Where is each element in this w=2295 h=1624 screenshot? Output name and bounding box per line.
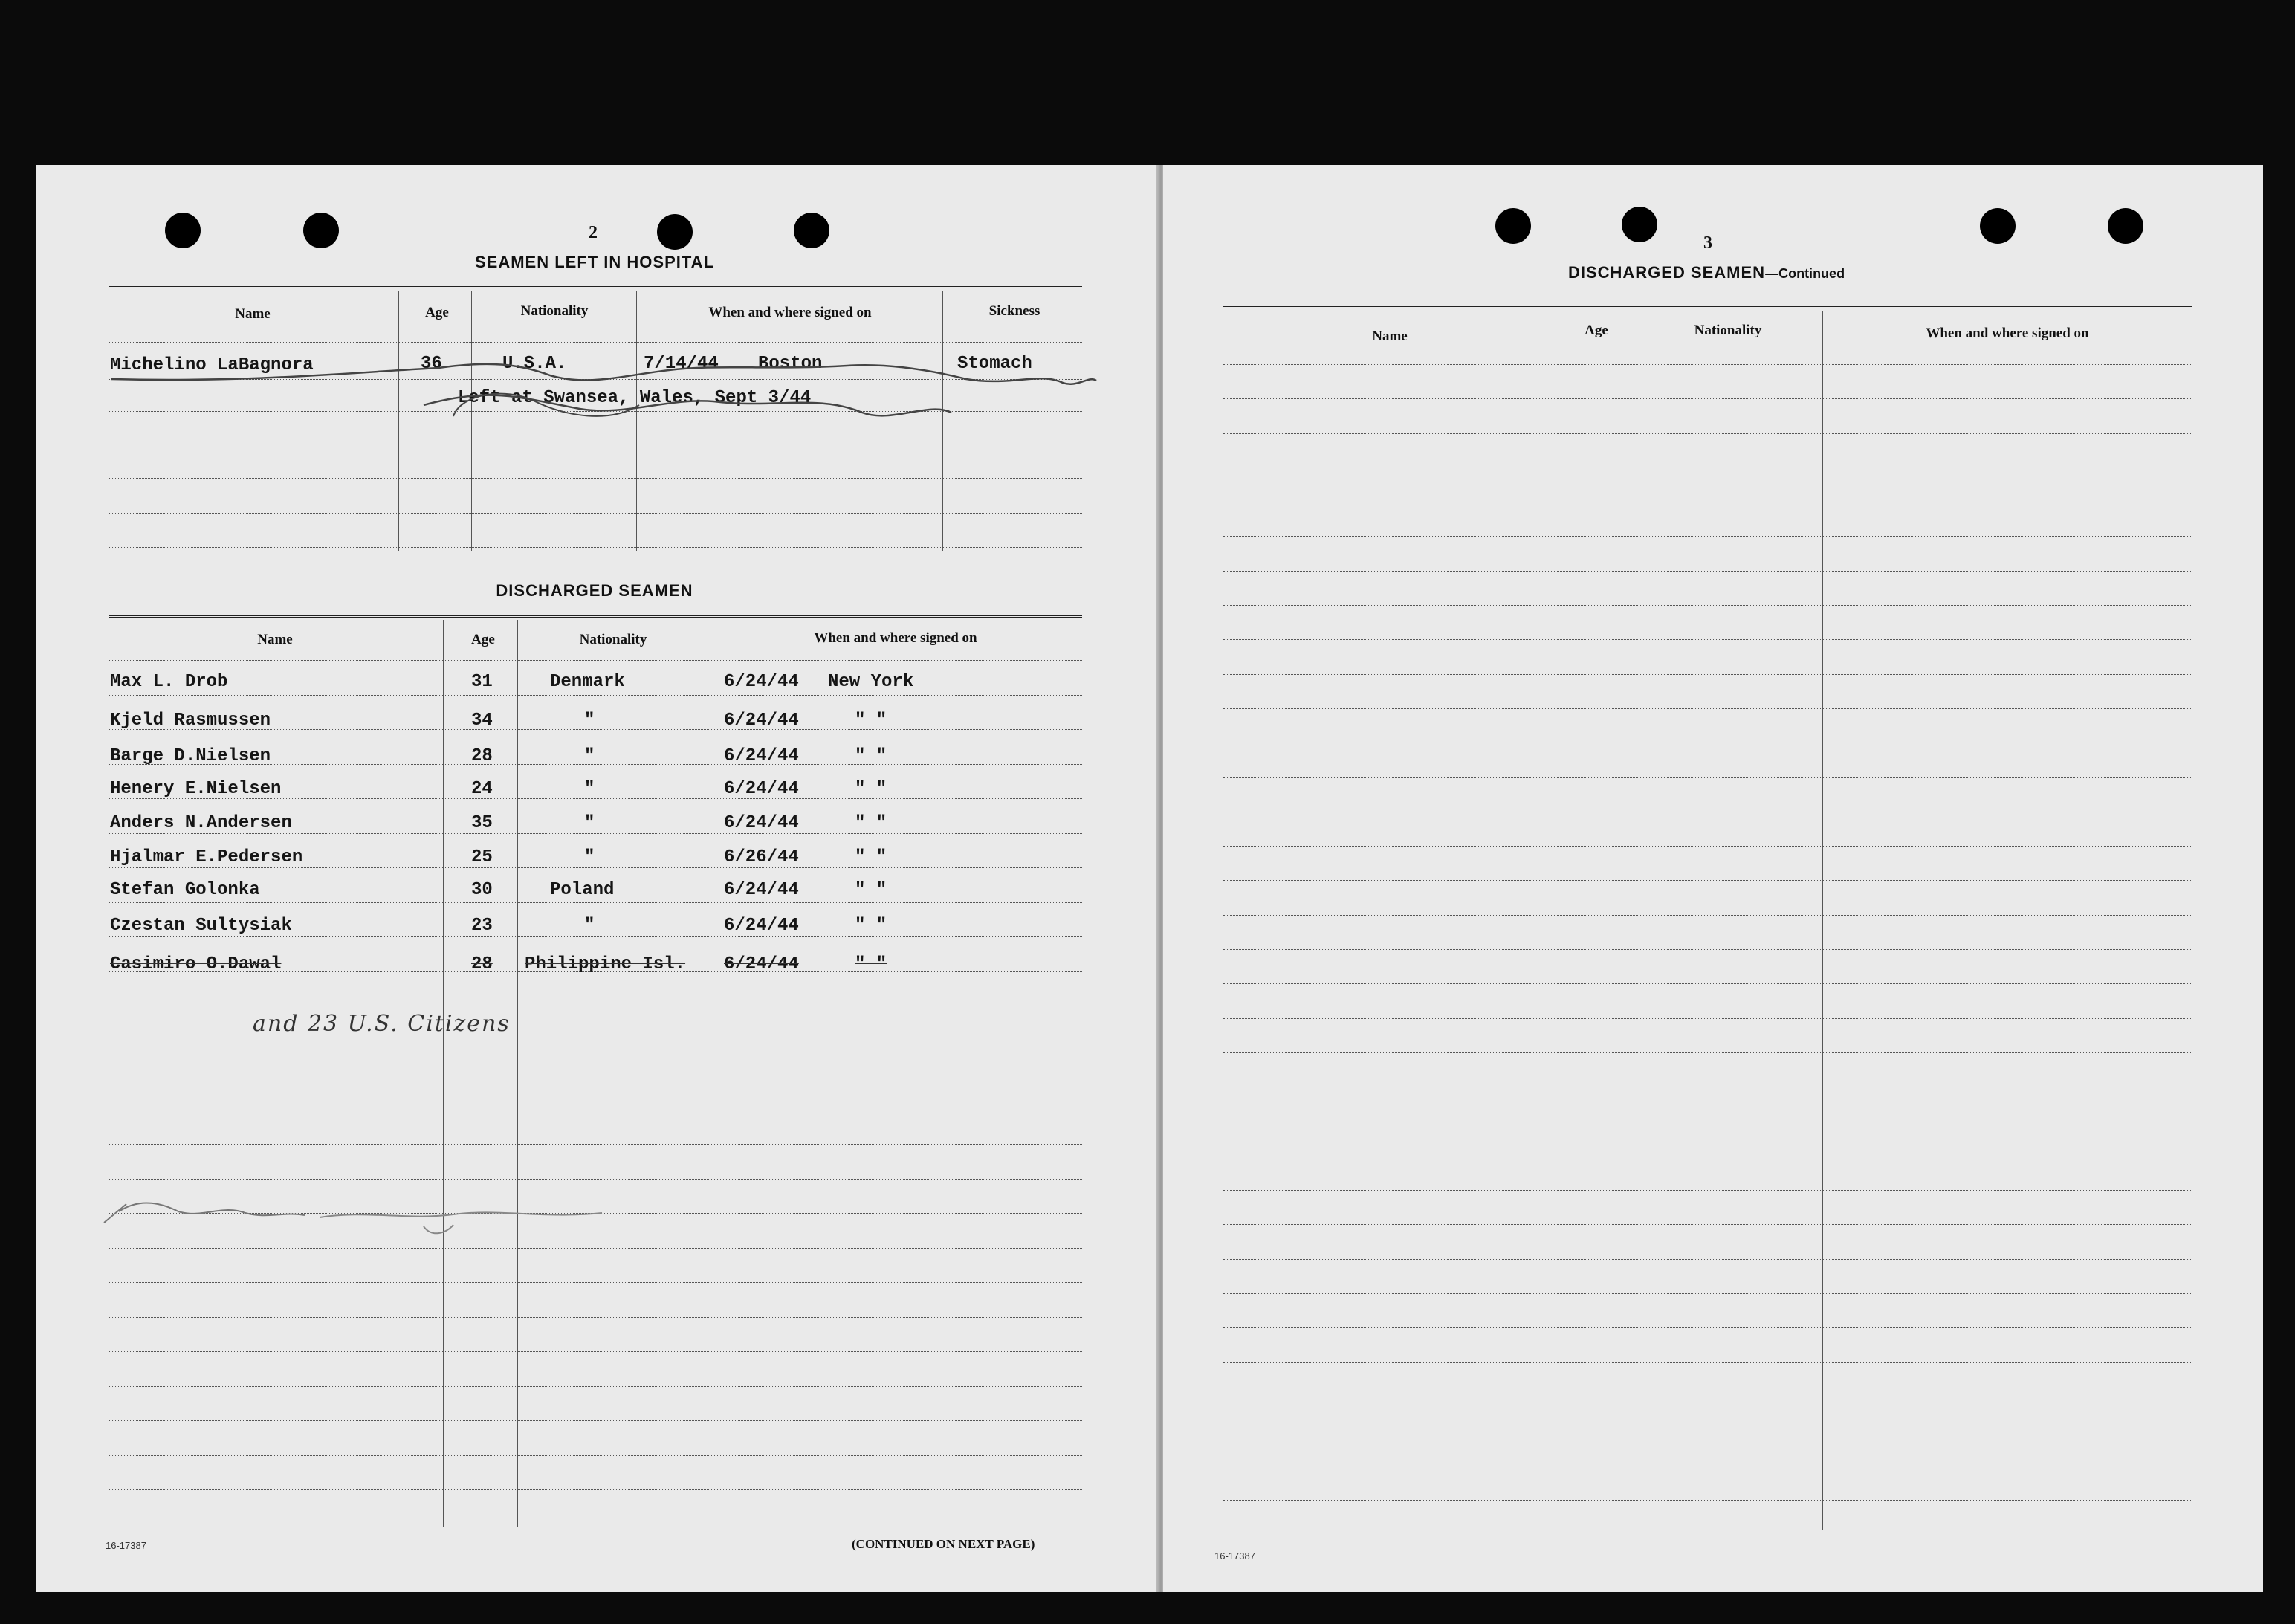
seaman-place: " " bbox=[855, 711, 887, 731]
seaman-place: " " bbox=[855, 880, 887, 900]
discharged-continued-title bbox=[1513, 263, 1900, 282]
row-rule bbox=[1223, 364, 2192, 365]
top-rule bbox=[109, 615, 1082, 618]
signature-scribble bbox=[97, 1182, 661, 1241]
seaman-age: 28 bbox=[471, 954, 493, 974]
row-rule bbox=[109, 1420, 1082, 1421]
punch-hole bbox=[1980, 208, 2016, 244]
seaman-nationality: Poland bbox=[550, 880, 615, 900]
row-rule bbox=[1223, 605, 2192, 606]
row-rule bbox=[1223, 1327, 2192, 1328]
seaman-name: Barge D.Nielsen bbox=[110, 746, 271, 766]
hospital-seaman-date: 7/14/44 bbox=[644, 354, 719, 374]
row-rule bbox=[1223, 915, 2192, 916]
row-rule bbox=[1223, 1500, 2192, 1501]
seaman-place: " " bbox=[855, 954, 887, 974]
row-rule bbox=[1223, 1362, 2192, 1363]
header-when-where: When and where signed on bbox=[1926, 326, 2089, 341]
row-rule bbox=[1223, 880, 2192, 881]
row-rule bbox=[1223, 433, 2192, 434]
row-rule bbox=[109, 1317, 1082, 1318]
header-sickness: Sickness bbox=[988, 303, 1040, 319]
punch-hole bbox=[1495, 208, 1531, 244]
form-number: 16-17387 bbox=[1214, 1550, 1255, 1562]
header-when-where: When and where signed on bbox=[708, 305, 872, 320]
title-main: DISCHARGED SEAMEN bbox=[1567, 263, 1766, 282]
row-rule bbox=[1223, 1190, 2192, 1191]
seaman-name: Hjalmar E.Pedersen bbox=[110, 847, 303, 867]
seaman-name: Kjeld Rasmussen bbox=[110, 711, 271, 731]
seaman-place: " " bbox=[855, 779, 887, 799]
row-rule bbox=[109, 513, 1082, 514]
column-divider bbox=[517, 620, 518, 1527]
top-rule bbox=[109, 286, 1082, 288]
right-page bbox=[1163, 165, 2263, 1592]
seaman-age: 23 bbox=[471, 916, 493, 936]
seaman-nationality: " bbox=[584, 813, 595, 833]
seaman-nationality: " bbox=[584, 916, 595, 936]
row-rule bbox=[109, 547, 1082, 548]
row-rule bbox=[109, 1455, 1082, 1456]
row-rule bbox=[109, 1351, 1082, 1352]
seaman-place: " " bbox=[855, 746, 887, 766]
seaman-date: 6/26/44 bbox=[724, 847, 799, 867]
seaman-age: 31 bbox=[471, 672, 493, 692]
seaman-date: 6/24/44 bbox=[724, 954, 799, 974]
seaman-nationality: Denmark bbox=[550, 672, 625, 692]
seaman-nationality: Philippine Isl. bbox=[525, 954, 686, 974]
seaman-date: 6/24/44 bbox=[724, 880, 799, 900]
top-rule bbox=[1223, 306, 2192, 308]
continued-note: (CONTINUED ON NEXT PAGE) bbox=[852, 1537, 1035, 1551]
row-rule bbox=[109, 478, 1082, 479]
hospital-title: SEAMEN LEFT IN HOSPITAL bbox=[474, 253, 715, 271]
seaman-date: 6/24/44 bbox=[724, 672, 799, 692]
seaman-age: 35 bbox=[471, 813, 493, 833]
seaman-name: Stefan Golonka bbox=[110, 880, 260, 900]
row-rule bbox=[109, 1386, 1082, 1387]
strike-through-scribble bbox=[104, 342, 1100, 439]
seaman-nationality: " bbox=[584, 847, 595, 867]
row-rule bbox=[1223, 777, 2192, 778]
seaman-nationality: " bbox=[584, 746, 595, 766]
hospital-seaman-sickness: Stomach bbox=[957, 354, 1032, 374]
row-rule bbox=[1223, 846, 2192, 847]
title-suffix: —Continued bbox=[1765, 266, 1845, 281]
column-divider bbox=[443, 620, 444, 1527]
seaman-place: New York bbox=[828, 672, 914, 692]
row-rule bbox=[109, 833, 1082, 834]
page-number: 2 bbox=[589, 223, 598, 242]
seaman-nationality: " bbox=[584, 779, 595, 799]
hospital-note: Left at Swansea, Wales, Sept 3/44 bbox=[458, 388, 812, 408]
row-rule bbox=[1223, 949, 2192, 950]
row-rule bbox=[1223, 1052, 2192, 1053]
row-rule bbox=[1223, 1259, 2192, 1260]
seaman-age: 24 bbox=[471, 779, 493, 799]
hospital-seaman-place: Boston bbox=[758, 354, 823, 374]
row-rule bbox=[109, 1248, 1082, 1249]
hospital-seaman-name: Michelino LaBagnora bbox=[110, 355, 314, 375]
punch-hole bbox=[1622, 207, 1657, 242]
row-rule bbox=[1223, 674, 2192, 675]
seaman-nationality: " bbox=[584, 711, 595, 731]
row-rule bbox=[1223, 708, 2192, 709]
row-rule bbox=[109, 936, 1082, 937]
row-rule bbox=[1223, 983, 2192, 984]
header-age: Age bbox=[471, 632, 495, 647]
seaman-age: 28 bbox=[471, 746, 493, 766]
row-rule bbox=[1223, 536, 2192, 537]
header-nationality: Nationality bbox=[520, 303, 589, 319]
row-rule bbox=[109, 660, 1082, 661]
seaman-age: 34 bbox=[471, 711, 493, 731]
column-divider bbox=[1822, 311, 1823, 1530]
header-age: Age bbox=[1585, 323, 1608, 338]
header-name: Name bbox=[235, 306, 271, 322]
seaman-place: " " bbox=[855, 847, 887, 867]
seaman-name: Casimiro O.Dawal bbox=[110, 954, 282, 974]
header-nationality: Nationality bbox=[579, 632, 647, 647]
row-rule bbox=[109, 867, 1082, 868]
header-name: Name bbox=[1372, 329, 1408, 344]
hospital-seaman-nationality: U.S.A. bbox=[502, 354, 567, 374]
seaman-name: Henery E.Nielsen bbox=[110, 779, 282, 799]
seaman-age: 30 bbox=[471, 880, 493, 900]
seaman-place: " " bbox=[855, 916, 887, 936]
page-number: 3 bbox=[1703, 233, 1712, 253]
seaman-age: 25 bbox=[471, 847, 493, 867]
row-rule bbox=[1223, 571, 2192, 572]
row-rule bbox=[109, 1489, 1082, 1490]
row-rule bbox=[109, 1179, 1082, 1180]
header-nationality: Nationality bbox=[1694, 323, 1762, 338]
seaman-date: 6/24/44 bbox=[724, 916, 799, 936]
handwritten-note: and 23 U.S. Citizens bbox=[253, 1011, 511, 1037]
punch-hole bbox=[303, 213, 339, 248]
header-age: Age bbox=[425, 305, 449, 320]
header-when-where: When and where signed on bbox=[814, 630, 977, 646]
header-name: Name bbox=[257, 632, 293, 647]
hospital-seaman-age: 36 bbox=[421, 354, 442, 374]
discharged-title: DISCHARGED SEAMEN bbox=[496, 581, 693, 600]
row-rule bbox=[109, 902, 1082, 903]
punch-hole bbox=[794, 213, 829, 248]
punch-hole bbox=[2108, 208, 2143, 244]
seaman-place: " " bbox=[855, 813, 887, 833]
row-rule bbox=[1223, 398, 2192, 399]
seaman-date: 6/24/44 bbox=[724, 813, 799, 833]
row-rule bbox=[1223, 639, 2192, 640]
seaman-date: 6/24/44 bbox=[724, 746, 799, 766]
seaman-name: Max L. Drob bbox=[110, 672, 228, 692]
seaman-name: Czestan Sultysiak bbox=[110, 916, 292, 936]
row-rule bbox=[1223, 1293, 2192, 1294]
seaman-date: 6/24/44 bbox=[724, 711, 799, 731]
punch-hole bbox=[657, 214, 693, 250]
seaman-name: Anders N.Andersen bbox=[110, 813, 292, 833]
row-rule bbox=[109, 695, 1082, 696]
row-rule bbox=[109, 1282, 1082, 1283]
row-rule bbox=[109, 1144, 1082, 1145]
punch-hole bbox=[165, 213, 201, 248]
seaman-date: 6/24/44 bbox=[724, 779, 799, 799]
row-rule bbox=[1223, 1018, 2192, 1019]
form-number: 16-17387 bbox=[106, 1540, 146, 1551]
row-rule bbox=[1223, 1224, 2192, 1225]
